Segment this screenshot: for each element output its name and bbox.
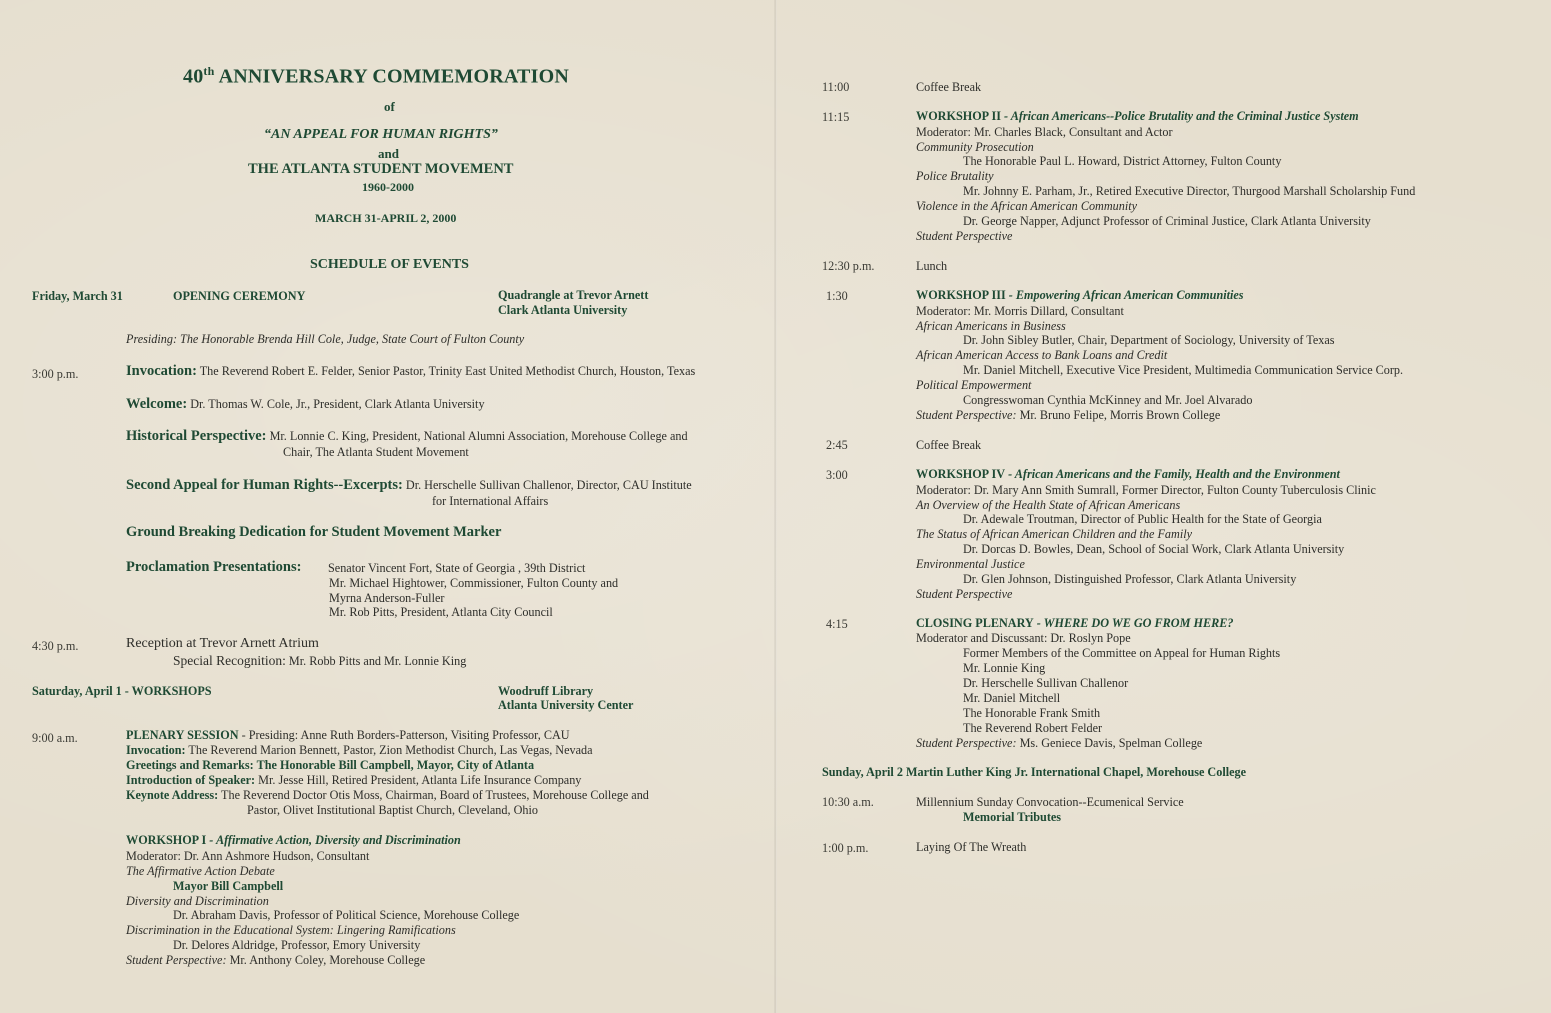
proclamation-4: Mr. Rob Pitts, President, Atlanta City Council — [329, 605, 553, 619]
presiding-line: Presiding: The Honorable Brenda Hill Cole, Judge, State Court of Fulton County — [126, 332, 525, 346]
special-recognition-text: Mr. Robb Pitts and Mr. Lonnie King — [285, 654, 467, 668]
workshop-3-speaker-1: Dr. John Sibley Butler, Chair, Department of Sociology, University of Texas — [963, 333, 1335, 347]
workshop-3-title: - Empowering African American Communities — [1005, 288, 1244, 302]
workshop-4-speaker-2: Dr. Dorcas D. Bowles, Dean, School of Social Work, Clark Atlanta University — [963, 542, 1345, 556]
workshop-4-student-perspective: Student Perspective — [916, 587, 1013, 601]
workshop-3-sp-label: Student Perspective: — [916, 408, 1017, 422]
workshop-3-topic-2: African American Access to Bank Loans and Credit — [916, 348, 1168, 362]
workshop-2-speaker-1: The Honorable Paul L. Howard, District Attorney, Fulton County — [963, 154, 1282, 168]
workshop-1-speaker-1: Mayor Bill Campbell — [173, 879, 284, 893]
introduction-line — [126, 773, 581, 788]
sat-invocation-text: The Reverend Marion Bennett, Pastor, Zion Methodist Church, Las Vegas, Nevada — [185, 743, 593, 757]
historical-text-2: Chair, The Atlanta Student Movement — [283, 445, 469, 459]
invocation-text: The Reverend Robert E. Felder, Senior Pastor, Trinity East United Methodist Church, Houston, Texas — [196, 364, 696, 378]
closing-committee: Former Members of the Committee on Appeal for Human Rights — [963, 646, 1281, 660]
keynote-line — [126, 788, 649, 803]
closing-moderator: Moderator and Discussant: Dr. Roslyn Pope — [916, 631, 1131, 645]
keynote-text-2: Pastor, Olivet Institutional Baptist Church, Cleveland, Ohio — [247, 803, 538, 817]
workshop-2-heading — [916, 109, 1359, 124]
second-appeal-text-2: for International Affairs — [432, 494, 549, 508]
closing-member-1: Mr. Lonnie King — [963, 661, 1046, 675]
title-and: and — [378, 146, 399, 161]
workshop-1-topic-1: The Affirmative Action Debate — [126, 864, 275, 878]
closing-plenary-title: - WHERE DO WE GO FROM HERE? — [1033, 616, 1234, 630]
workshop-3-topic-1: African Americans in Business — [916, 319, 1066, 333]
workshop-2-student-perspective: Student Perspective — [916, 229, 1013, 243]
closing-plenary-heading — [916, 616, 1233, 631]
title-dates: MARCH 31-APRIL 2, 2000 — [315, 211, 457, 225]
workshop-4-speaker-3: Dr. Glen Johnson, Distinguished Professor, Clark Atlanta University — [963, 572, 1297, 586]
workshop-4-title: - African Americans and the Family, Health and the Environment — [1005, 467, 1340, 481]
closing-member-3: Mr. Daniel Mitchell — [963, 691, 1061, 705]
title-years: 1960-2000 — [362, 180, 414, 194]
workshop-1-student-perspective — [126, 953, 425, 968]
coffee-break-2: Coffee Break — [916, 438, 982, 452]
workshop-1-sp-label: Student Perspective: — [126, 953, 227, 967]
greetings-label: Greetings and Remarks: — [126, 758, 254, 772]
plenary-label: PLENARY SESSION — [126, 728, 239, 742]
time-1115: 11:15 — [822, 110, 850, 124]
title-movement: THE ATLANTA STUDENT MOVEMENT — [248, 161, 514, 177]
invocation-label: Invocation: — [126, 363, 197, 379]
closing-plenary-label: CLOSING PLENARY — [916, 616, 1034, 630]
sat-invocation-label: Invocation: — [126, 743, 186, 757]
title-text: ANNIVERSARY COMMEMORATION — [214, 65, 569, 88]
closing-sp-label: Student Perspective: — [916, 736, 1017, 750]
introduction-text: Mr. Jesse Hill, Retired President, Atlanta Life Insurance Company — [255, 773, 582, 787]
memorial-tributes: Memorial Tributes — [963, 810, 1062, 824]
closing-member-2: Dr. Herschelle Sullivan Challenor — [963, 676, 1129, 690]
friday-day: Friday, March 31 — [32, 289, 123, 303]
laying-wreath: Laying Of The Wreath — [916, 840, 1027, 854]
time-430pm: 4:30 p.m. — [32, 639, 79, 653]
title-of: of — [384, 99, 395, 114]
workshop-2-topic-2: Police Brutality — [916, 169, 994, 183]
sat-invocation-line — [126, 743, 593, 758]
welcome-line — [126, 397, 485, 412]
workshop-1-topic-3: Discrimination in the Educational System: Lingering Ramifications — [126, 923, 456, 937]
plenary-line — [126, 728, 570, 743]
invocation-line — [126, 364, 695, 379]
second-appeal-label: Second Appeal for Human Rights--Excerpts: — [126, 477, 403, 493]
workshop-2-speaker-2: Mr. Johnny E. Parham, Jr., Retired Executive Director, Thurgood Marshall Scholarship Fund — [963, 184, 1416, 198]
special-recognition-line — [173, 653, 466, 669]
closing-student-perspective — [916, 736, 1202, 751]
saturday-location-1: Woodruff Library — [498, 684, 594, 698]
workshop-3-label: WORKSHOP III — [916, 288, 1006, 302]
greetings-line — [126, 758, 534, 773]
closing-member-4: The Honorable Frank Smith — [963, 706, 1101, 720]
historical-text-1: Mr. Lonnie C. King, President, National Alumni Association, Morehouse College and — [266, 429, 688, 443]
title-appeal: “AN APPEAL FOR HUMAN RIGHTS” — [264, 127, 498, 142]
proclamation-3: Myrna Anderson-Fuller — [329, 591, 445, 605]
workshop-4-speaker-1: Dr. Adewale Troutman, Director of Public Health for the State of Georgia — [963, 512, 1322, 526]
lunch: Lunch — [916, 259, 948, 273]
workshop-4-heading — [916, 467, 1340, 482]
workshop-2-moderator: Moderator: Mr. Charles Black, Consultant and Actor — [916, 125, 1173, 139]
workshop-2-title: - African Americans--Police Brutality and the Criminal Justice System — [1001, 109, 1359, 123]
workshop-1-speaker-3: Dr. Delores Aldridge, Professor, Emory University — [173, 938, 421, 952]
workshop-4-moderator: Moderator: Dr. Mary Ann Smith Sumrall, Former Director, Fulton County Tuberculosis Clinic — [916, 483, 1376, 497]
closing-member-5: The Reverend Robert Felder — [963, 721, 1103, 735]
historical-label: Historical Perspective: — [126, 428, 267, 444]
workshop-1-topic-2: Diversity and Discrimination — [126, 894, 269, 908]
introduction-label: Introduction of Speaker: — [126, 773, 256, 787]
workshop-3-heading — [916, 288, 1244, 303]
sunday-heading: Sunday, April 2 Martin Luther King Jr. International Chapel, Morehouse College — [822, 765, 1247, 779]
friday-location-1: Quadrangle at Trevor Arnett — [498, 288, 649, 302]
title-ordinal: th — [203, 64, 215, 78]
plenary-text: - Presiding: Anne Ruth Borders-Patterson, Visiting Professor, CAU — [238, 728, 570, 742]
second-appeal-text-1: Dr. Herschelle Sullivan Challenor, Director, CAU Institute — [402, 478, 692, 492]
second-appeal-line — [126, 478, 692, 493]
workshop-3-speaker-2: Mr. Daniel Mitchell, Executive Vice President, Multimedia Communication Service Corp. — [963, 363, 1404, 377]
historical-line — [126, 429, 688, 444]
workshop-3-topic-3: Political Empowerment — [916, 378, 1032, 392]
welcome-text: Dr. Thomas W. Cole, Jr., President, Clark Atlanta University — [187, 397, 485, 411]
coffee-break-1: Coffee Break — [916, 80, 982, 94]
time-1230: 12:30 p.m. — [822, 259, 875, 273]
schedule-heading: SCHEDULE OF EVENTS — [310, 257, 469, 272]
workshop-3-speaker-3: Congresswoman Cynthia McKinney and Mr. Joel Alvarado — [963, 393, 1253, 407]
workshop-4-topic-3: Environmental Justice — [916, 557, 1025, 571]
time-130: 1:30 — [826, 289, 848, 303]
workshop-2-label: WORKSHOP II — [916, 109, 1001, 123]
welcome-label: Welcome: — [126, 396, 188, 412]
keynote-text-1: The Reverend Doctor Otis Moss, Chairman, Board of Trustees, Morehouse College and — [218, 788, 649, 802]
friday-location-2: Clark Atlanta University — [498, 303, 628, 317]
workshop-4-topic-2: The Status of African American Children and the Family — [916, 527, 1193, 541]
greetings-text: The Honorable Bill Campbell, Mayor, City of Atlanta — [253, 758, 535, 772]
special-recognition-label: Special Recognition: — [173, 653, 286, 668]
keynote-label: Keynote Address: — [126, 788, 219, 802]
opening-ceremony: OPENING CEREMONY — [173, 289, 306, 303]
time-100pm: 1:00 p.m. — [822, 841, 869, 855]
workshop-4-label: WORKSHOP IV — [916, 467, 1006, 481]
time-3pm: 3:00 p.m. — [32, 367, 79, 381]
proclamation-1: Senator Vincent Fort, State of Georgia , 39th District — [328, 561, 586, 575]
workshop-3-moderator: Moderator: Mr. Morris Dillard, Consultant — [916, 304, 1124, 318]
workshop-2-topic-1: Community Prosecution — [916, 140, 1034, 154]
reception-line: Reception at Trevor Arnett Atrium — [126, 636, 319, 651]
ground-breaking: Ground Breaking Dedication for Student Movement Marker — [126, 524, 502, 540]
saturday-location-2: Atlanta University Center — [498, 698, 634, 712]
workshop-3-student-perspective — [916, 408, 1220, 423]
closing-sp-text: Ms. Geniece Davis, Spelman College — [1016, 736, 1203, 750]
workshop-1-label: WORKSHOP I — [126, 833, 207, 847]
workshop-1-moderator: Moderator: Dr. Ann Ashmore Hudson, Consultant — [126, 849, 370, 863]
time-245: 2:45 — [826, 438, 848, 452]
workshop-1-sp-text: Mr. Anthony Coley, Morehouse College — [226, 953, 426, 967]
workshop-2-speaker-3: Dr. George Napper, Adjunct Professor of Criminal Justice, Clark Atlanta University — [963, 214, 1371, 228]
main-title — [183, 64, 569, 88]
time-1030: 10:30 a.m. — [822, 795, 874, 809]
proclamation-label: Proclamation Presentations: — [126, 559, 302, 575]
workshop-3-sp-text: Mr. Bruno Felipe, Morris Brown College — [1016, 408, 1221, 422]
saturday-day: Saturday, April 1 - WORKSHOPS — [32, 684, 212, 698]
page-fold — [774, 0, 777, 1013]
proclamation-2: Mr. Michael Hightower, Commissioner, Fulton County and — [329, 576, 619, 590]
workshop-2-topic-3: Violence in the African American Community — [916, 199, 1138, 213]
workshop-1-title: - Affirmative Action, Diversity and Discrimination — [206, 833, 461, 847]
time-300: 3:00 — [826, 468, 848, 482]
time-1100: 11:00 — [822, 80, 850, 94]
workshop-1-speaker-2: Dr. Abraham Davis, Professor of Political Science, Morehouse College — [173, 908, 520, 922]
millennium-service: Millennium Sunday Convocation--Ecumenical Service — [916, 795, 1184, 809]
workshop-4-topic-1: An Overview of the Health State of African Americans — [916, 498, 1181, 512]
workshop-1-heading — [126, 833, 461, 848]
title-number: 40 — [183, 65, 204, 88]
time-9am: 9:00 a.m. — [32, 731, 78, 745]
time-415: 4:15 — [826, 617, 848, 631]
